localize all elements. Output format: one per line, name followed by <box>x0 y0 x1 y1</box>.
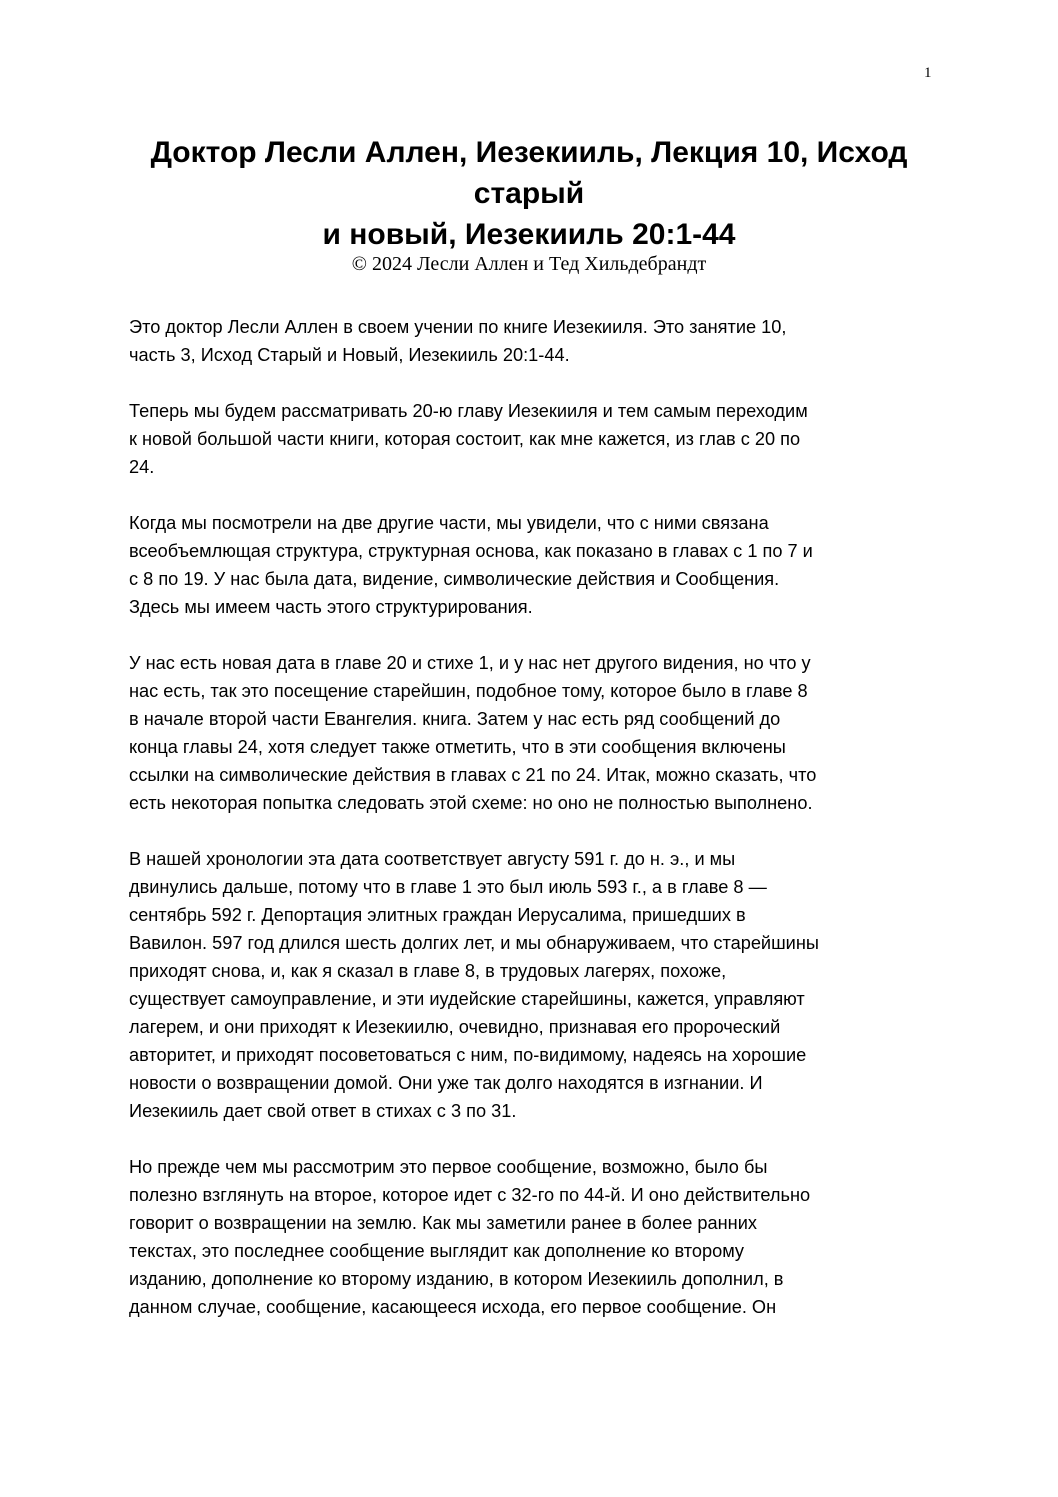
paragraph-line: говорит о возвращении на землю. Как мы заметили ранее в более ранних <box>129 1213 757 1233</box>
document-title-line-3: и новый, Иезекииль 20:1-44 <box>322 218 736 251</box>
paragraph-line: двинулись дальше, потому что в главе 1 это был июль 593 г., а в главе 8 — <box>129 877 767 897</box>
document-title-line-1: Доктор Лесли Аллен, Иезекииль, Лекция 10, Исход <box>150 136 908 169</box>
paragraph-5 <box>129 845 949 1125</box>
paragraph-3 <box>129 509 949 621</box>
paragraph-line: к новой большой части книги, которая состоит, как мне кажется, из глав с 20 по <box>129 429 801 449</box>
paragraph-line: авторитет, и приходят посоветоваться с ним, по-видимому, надеясь на хорошие <box>129 1045 807 1065</box>
copyright-notice: © 2024 Лесли Аллен и Тед Хильдебрандт <box>351 253 707 275</box>
paragraph-line: всеобъемлющая структура, структурная основа, как показано в главах с 1 по 7 и <box>129 541 813 561</box>
paragraph-line: нас есть, так это посещение старейшин, подобное тому, которое было в главе 8 <box>129 681 808 701</box>
paragraph-line: приходят снова, и, как я сказал в главе 8, в трудовых лагерях, похоже, <box>129 961 727 981</box>
paragraph-line: Здесь мы имеем часть этого структурирования. <box>129 597 533 617</box>
paragraph-line: Иезекииль дает свой ответ в стихах с 3 по 31. <box>129 1101 517 1121</box>
paragraph-line: лагерем, и они приходят к Иезекиилю, очевидно, признавая его пророческий <box>129 1017 781 1037</box>
document-title-line-2: старый <box>473 177 585 210</box>
paragraph-line: Но прежде чем мы рассмотрим это первое сообщение, возможно, было бы <box>129 1157 768 1177</box>
paragraph-line: полезно взглянуть на второе, которое идет с 32-го по 44-й. И оно действительно <box>129 1185 811 1205</box>
paragraph-line: есть некоторая попытка следовать этой схеме: но оно не полностью выполнено. <box>129 793 813 813</box>
paragraph-line: Это доктор Лесли Аллен в своем учении по книге Иезекииля. Это занятие 10, <box>129 317 787 337</box>
paragraph-line: В нашей хронологии эта дата соответствует августу 591 г. до н. э., и мы <box>129 849 736 869</box>
paragraph-2 <box>129 397 949 481</box>
paragraph-line: Когда мы посмотрели на две другие части, мы увидели, что с ними связана <box>129 513 769 533</box>
paragraph-line: Теперь мы будем рассматривать 20-ю главу Иезекииля и тем самым переходим <box>129 401 808 421</box>
paragraph-line: ссылки на символические действия в главах с 21 по 24. Итак, можно сказать, что <box>129 765 817 785</box>
document-header <box>60 132 998 277</box>
paragraph-1 <box>129 313 949 369</box>
paragraph-line: с 8 по 19. У нас была дата, видение, символические действия и Сообщения. <box>129 569 780 589</box>
paragraph-line: текстах, это последнее сообщение выглядит как дополнение ко второму <box>129 1241 744 1261</box>
paragraph-line: конца главы 24, хотя следует также отметить, что в эти сообщения включены <box>129 737 786 757</box>
page-number: 1 <box>924 65 932 81</box>
paragraph-line: сентябрь 592 г. Депортация элитных граждан Иерусалима, пришедших в <box>129 905 746 925</box>
paragraph-line: часть 3, Исход Старый и Новый, Иезекииль 20:1-44. <box>129 345 570 365</box>
paragraph-6 <box>129 1153 949 1321</box>
paragraph-line: У нас есть новая дата в главе 20 и стихе 1, и у нас нет другого видения, но что у <box>129 653 811 673</box>
paragraph-line: новости о возвращении домой. Они уже так долго находятся в изгнании. И <box>129 1073 763 1093</box>
paragraph-line: Вавилон. 597 год длился шесть долгих лет, и мы обнаруживаем, что старейшины <box>129 933 819 953</box>
paragraph-line: 24. <box>129 457 155 477</box>
paragraph-line: изданию, дополнение ко второму изданию, в котором Иезекииль дополнил, в <box>129 1269 784 1289</box>
paragraph-line: в начале второй части Евангелия. книга. Затем у нас есть ряд сообщений до <box>129 709 781 729</box>
paragraph-line: существует самоуправление, и эти иудейские старейшины, кажется, управляют <box>129 989 805 1009</box>
document-body <box>129 313 949 1349</box>
paragraph-4 <box>129 649 949 817</box>
paragraph-line: данном случае, сообщение, касающееся исхода, его первое сообщение. Он <box>129 1297 777 1317</box>
